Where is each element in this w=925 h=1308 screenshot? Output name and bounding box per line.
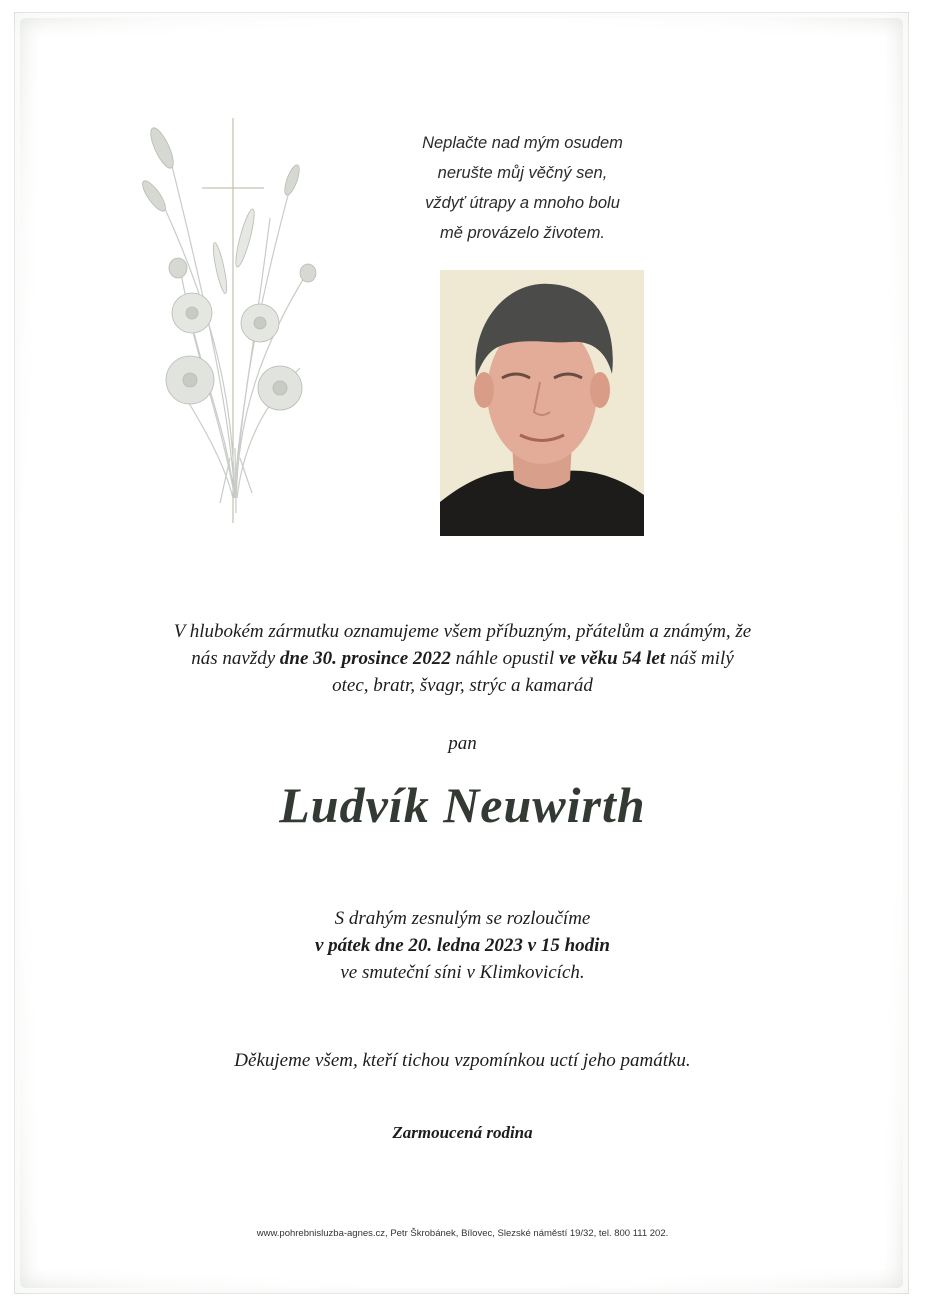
poem-line: mě provázelo životem. xyxy=(439,224,606,242)
thanks-text: Děkujeme všem, kteří tichou vzpomínkou uctí jeho památku. xyxy=(234,1050,691,1071)
ceremony-date: v pátek dne 20. ledna 2023 v 15 hodin xyxy=(314,935,611,956)
ceremony-line-1: S drahým zesnulým se rozloučíme xyxy=(334,908,591,929)
poem-line: Neplačte nad mým osudem xyxy=(422,134,623,152)
age-at-death: ve věku 54 let xyxy=(559,648,666,669)
announcement-line-2 xyxy=(110,645,815,672)
announcement-text: náš milý xyxy=(665,648,734,669)
ceremony-info xyxy=(0,905,925,986)
poem-line: nerušte můj věčný sen, xyxy=(437,164,608,182)
salutation: pan xyxy=(448,733,477,754)
bouquet-cross-icon xyxy=(140,118,330,528)
portrait-photo xyxy=(440,270,644,536)
date-of-death: dne 30. prosince 2022 xyxy=(279,648,451,669)
portrait-photo-icon xyxy=(440,270,644,536)
poem xyxy=(380,128,665,248)
announcement-line-1: V hlubokém zármutku oznamujeme všem příbuzným, přátelům a známým, že xyxy=(173,621,752,642)
announcement xyxy=(110,618,815,699)
signature: Zarmoucená rodina xyxy=(392,1123,533,1142)
announcement-text: nás navždy xyxy=(191,648,280,669)
footer-contact: www.pohrebnisluzba-agnes.cz, Petr Škrobánek, Bílovec, Slezské náměstí 19/32, tel. 800 111 202. xyxy=(256,1228,669,1239)
announcement-text: náhle opustil xyxy=(450,648,560,669)
deceased-name: Ludvík Neuwirth xyxy=(279,777,646,833)
announcement-line-3: otec, bratr, švagr, strýc a kamarád xyxy=(332,675,593,696)
ceremony-place: ve smuteční síni v Klimkovicích. xyxy=(340,962,585,983)
poem-line: vždyť útrapy a mnoho bolu xyxy=(425,194,620,212)
